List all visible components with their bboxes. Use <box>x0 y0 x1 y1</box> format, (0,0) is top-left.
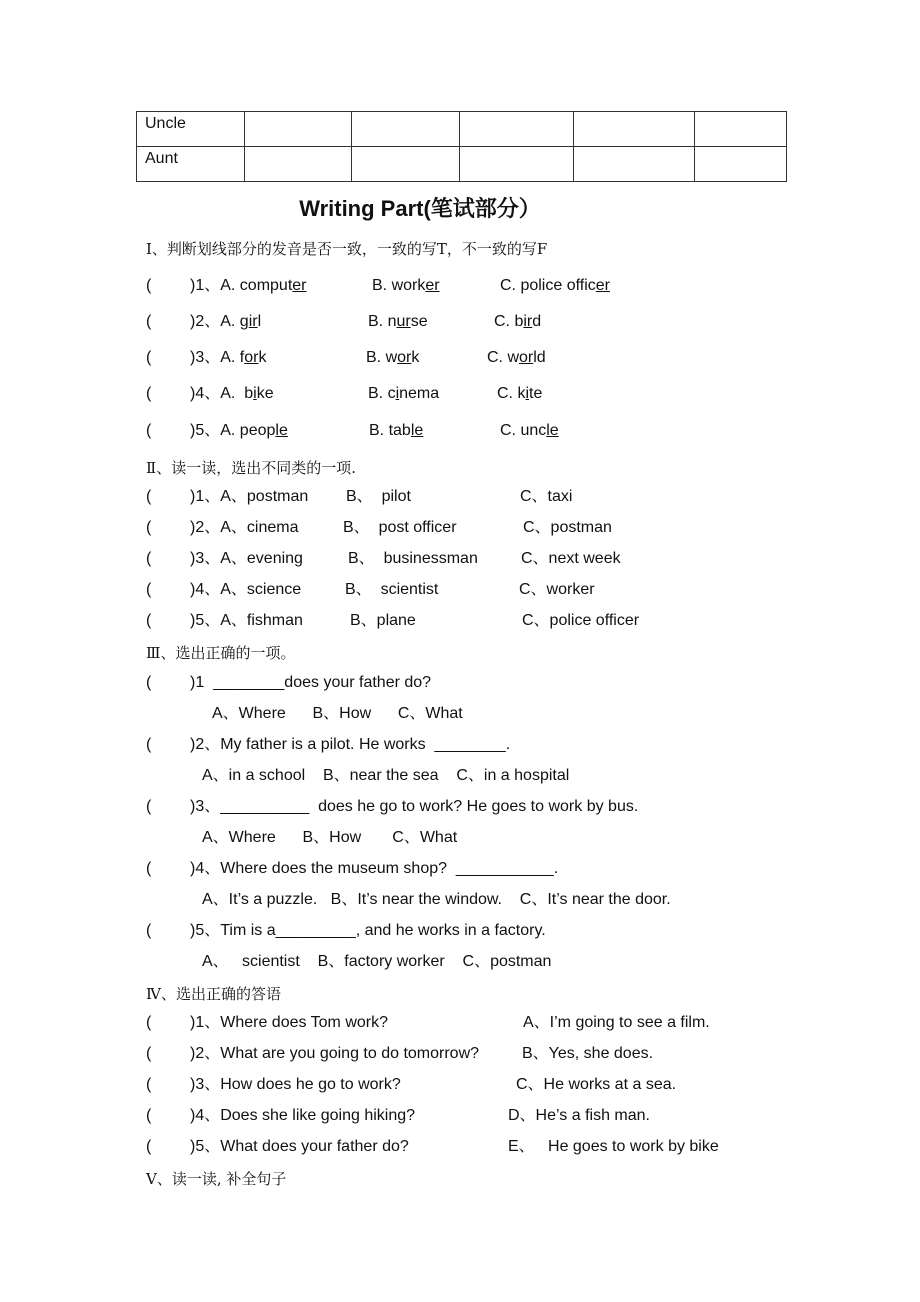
word-part: d <box>532 313 542 330</box>
item-number: )4、A. <box>190 385 245 402</box>
section-1-heading: Ⅰ、判断划线部分的发音是否一致，一致的写T，不一致的写F <box>146 240 548 258</box>
underlined-part: ur <box>396 313 411 330</box>
answer-bracket: ( <box>146 798 152 815</box>
table-cell <box>574 112 695 147</box>
word-part: C. k <box>497 385 526 402</box>
option-c <box>487 346 546 370</box>
answer-bracket: ( <box>146 612 152 629</box>
table-cell <box>695 112 787 147</box>
table-cell <box>245 147 352 182</box>
question-text: )2、My father is a pilot. He works ________. <box>190 736 511 753</box>
option-a: )2、A、cinema <box>190 519 299 536</box>
word-part: f <box>239 349 245 366</box>
option-b <box>369 419 423 443</box>
answer-bracket: ( <box>146 519 152 536</box>
word-part: peop <box>239 422 276 439</box>
answer-option: B、Yes, she does. <box>522 1045 654 1062</box>
option-b: B、 post officer <box>343 519 457 536</box>
word-part: comput <box>239 277 293 294</box>
answer-bracket: ( <box>146 385 152 402</box>
answer-bracket: ( <box>146 736 152 753</box>
underlined-part: le <box>410 422 424 439</box>
word-part: B. n <box>368 313 397 330</box>
item-number: )1、A. <box>190 277 240 294</box>
word-part: k <box>411 349 420 366</box>
underlined-part: ir <box>523 313 533 330</box>
option-a <box>190 346 266 370</box>
answer-bracket: ( <box>146 1076 152 1093</box>
option-c: C、taxi <box>520 488 573 505</box>
answer-bracket: ( <box>146 1045 152 1062</box>
word-part: ke <box>256 385 274 402</box>
option-c <box>497 382 542 406</box>
answer-option: A、I’m going to see a film. <box>523 1014 710 1031</box>
table-cell: Uncle <box>137 112 245 147</box>
table-row <box>137 147 787 182</box>
answer-bracket: ( <box>146 422 152 439</box>
word-part: C. police offic <box>500 277 596 294</box>
answer-bracket: ( <box>146 581 152 598</box>
option-a: )4、A、science <box>190 581 302 598</box>
option-b <box>368 382 439 406</box>
word-part: C. w <box>487 349 519 366</box>
option-a: )3、A、evening <box>190 550 303 567</box>
word-part: C. b <box>494 313 524 330</box>
underlined-part: or <box>519 349 534 366</box>
word-part: B. work <box>372 277 426 294</box>
underlined-part: i <box>395 385 400 402</box>
option-c <box>500 419 559 443</box>
question-text: )5、Tim is a_________, and he works in a factory. <box>190 922 546 939</box>
table-cell <box>352 112 460 147</box>
options-text: A、 scientist B、factory worker C、postman <box>202 953 552 970</box>
options-text: A、Where B、How C、What <box>212 705 463 722</box>
question-text: )3、__________ does he go to work? He goes to work by bus. <box>190 798 639 815</box>
table-cell <box>460 112 574 147</box>
table-cell <box>695 147 787 182</box>
answer-bracket: ( <box>146 313 152 330</box>
question-text: )5、What does your father do? <box>190 1138 409 1155</box>
section-3-heading: Ⅲ、选出正确的一项。 <box>146 644 296 662</box>
word-part: ld <box>533 349 546 366</box>
question-text: )3、How does he go to work? <box>190 1076 401 1093</box>
table-cell <box>245 112 352 147</box>
answer-option: C、He works at a sea. <box>516 1076 677 1093</box>
underlined-part: i <box>525 385 530 402</box>
option-b <box>366 346 419 370</box>
word-part: B. tab <box>369 422 411 439</box>
option-b: B、plane <box>350 612 416 629</box>
underlined-part: or <box>397 349 412 366</box>
underlined-part: le <box>275 422 288 439</box>
table-cell: Aunt <box>137 147 245 182</box>
underlined-part: or <box>244 349 259 366</box>
word-part: B. w <box>366 349 398 366</box>
word-part: te <box>529 385 543 402</box>
table-row <box>137 112 787 147</box>
table-cell <box>460 147 574 182</box>
option-c <box>494 310 541 334</box>
question-text: )2、What are you going to do tomorrow? <box>190 1045 480 1062</box>
item-number: )5、A. <box>190 422 240 439</box>
option-c: C、worker <box>519 581 595 598</box>
option-a <box>190 274 307 298</box>
underlined-part: i <box>253 385 257 402</box>
answer-bracket: ( <box>146 550 152 567</box>
answer-bracket: ( <box>146 488 152 505</box>
word-part: se <box>410 313 428 330</box>
option-a <box>190 419 288 443</box>
question-text: )4、Does she like going hiking? <box>190 1107 416 1124</box>
word-part: b <box>244 385 254 402</box>
answer-bracket: ( <box>146 860 152 877</box>
underlined-part: le <box>546 422 559 439</box>
option-c: C、police officer <box>522 612 640 629</box>
underlined-part: er <box>595 277 610 294</box>
answer-bracket: ( <box>146 1014 152 1031</box>
option-c: C、postman <box>523 519 612 536</box>
option-a <box>190 382 274 406</box>
option-b: B、 scientist <box>345 581 439 598</box>
section-5-heading: Ⅴ、读一读, 补全句子 <box>146 1170 287 1188</box>
option-b: B、 pilot <box>346 488 411 505</box>
underlined-part: ir <box>248 313 258 330</box>
page-title: Writing Part(笔试部分） <box>299 196 541 221</box>
word-part: g <box>239 313 249 330</box>
question-text: )1、Where does Tom work? <box>190 1014 389 1031</box>
question-text: )1 ________does your father do? <box>190 674 432 691</box>
table-cell <box>352 147 460 182</box>
option-c <box>500 274 610 298</box>
section-2-heading: Ⅱ、读一读，选出不同类的一项. <box>146 459 356 477</box>
option-a: )5、A、fishman <box>190 612 303 629</box>
word-part: B. c <box>368 385 396 402</box>
word-part: k <box>258 349 267 366</box>
answer-bracket: ( <box>146 922 152 939</box>
question-text: )4、Where does the museum shop? ___________. <box>190 860 559 877</box>
option-b: B、 businessman <box>348 550 478 567</box>
options-text: A、Where B、How C、What <box>202 829 458 846</box>
table-cell <box>574 147 695 182</box>
option-b <box>368 310 428 334</box>
family-table <box>136 111 787 182</box>
answer-option: E、 He goes to work by bike <box>508 1138 719 1155</box>
option-b <box>372 274 440 298</box>
item-number: )2、A. <box>190 313 240 330</box>
option-a <box>190 310 261 334</box>
answer-option: D、He’s a fish man. <box>508 1107 650 1124</box>
option-a: )1、A、postman <box>190 488 309 505</box>
answer-bracket: ( <box>146 1138 152 1155</box>
word-part: l <box>257 313 262 330</box>
underlined-part: er <box>292 277 307 294</box>
word-part: C. unc <box>500 422 547 439</box>
answer-bracket: ( <box>146 674 152 691</box>
item-number: )3、A. <box>190 349 240 366</box>
section-4-heading: Ⅳ、选出正确的答语 <box>146 985 281 1003</box>
answer-bracket: ( <box>146 277 152 294</box>
answer-bracket: ( <box>146 349 152 366</box>
underlined-part: er <box>425 277 440 294</box>
options-text: A、in a school B、near the sea C、in a hospital <box>202 767 570 784</box>
word-part: nema <box>399 385 440 402</box>
option-c: C、next week <box>521 550 621 567</box>
answer-bracket: ( <box>146 1107 152 1124</box>
options-text: A、It’s a puzzle. B、It’s near the window. C、It’s near the door. <box>202 891 671 908</box>
